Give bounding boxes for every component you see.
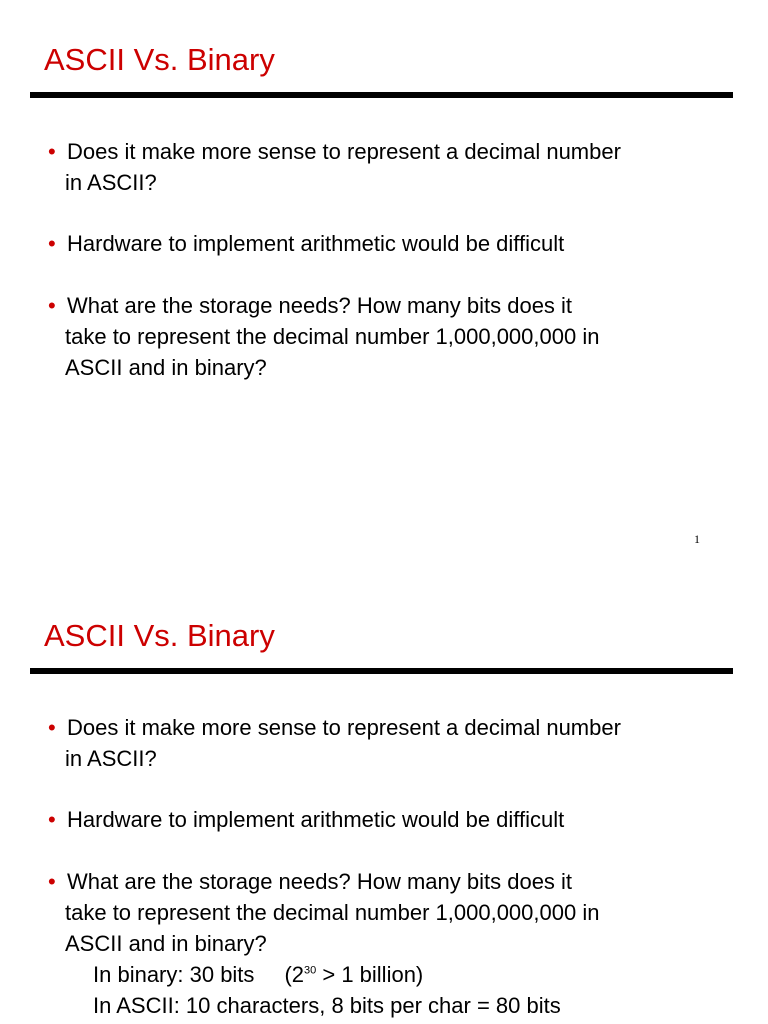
slide-title: ASCII Vs. Binary — [44, 42, 275, 77]
bullet-dot: • — [48, 231, 56, 256]
bullet-text: Hardware to implement arithmetic would be difficult — [67, 807, 565, 832]
bullet-dot: • — [48, 807, 56, 832]
bullet-text: Does it make more sense to represent a decimal number — [67, 715, 621, 740]
binary-power-base: (2 — [284, 962, 304, 987]
title-divider — [30, 668, 733, 674]
bullet-text: Does it make more sense to represent a decimal number — [67, 139, 621, 164]
slide-2 — [0, 576, 768, 1024]
title-divider — [30, 92, 733, 98]
bullet-text: Hardware to implement arithmetic would be difficult — [67, 231, 565, 256]
bullet-item — [48, 228, 738, 259]
bullet-text: ASCII and in binary? — [65, 931, 267, 956]
bullet-item — [48, 136, 738, 198]
bullet-item — [48, 290, 738, 383]
bullet-item — [48, 712, 738, 774]
bullet-text: take to represent the decimal number 1,000,000,000 in — [65, 324, 600, 349]
binary-answer — [48, 959, 738, 990]
bullet-text: in ASCII? — [65, 170, 157, 195]
bullet-text: in ASCII? — [65, 746, 157, 771]
bullet-text: What are the storage needs? How many bits does it — [67, 293, 573, 318]
bullet-text: What are the storage needs? How many bits does it — [67, 869, 573, 894]
bullet-text: ASCII and in binary? — [65, 355, 267, 380]
bullet-dot: • — [48, 293, 56, 318]
slide-title: ASCII Vs. Binary — [44, 618, 275, 653]
bullet-dot: • — [48, 715, 56, 740]
bullet-dot: • — [48, 869, 56, 894]
binary-answer-text: In binary: 30 bits — [93, 962, 255, 987]
bullet-item — [48, 866, 738, 1021]
bullet-item — [48, 804, 738, 835]
bullet-text: take to represent the decimal number 1,000,000,000 in — [65, 900, 600, 925]
binary-power-exponent: 30 — [304, 964, 317, 977]
ascii-answer: In ASCII: 10 characters, 8 bits per char = 80 bits — [93, 993, 561, 1018]
bullet-dot: • — [48, 139, 56, 164]
page-number: 1 — [694, 532, 700, 546]
binary-comparison: > 1 billion) — [316, 962, 424, 987]
